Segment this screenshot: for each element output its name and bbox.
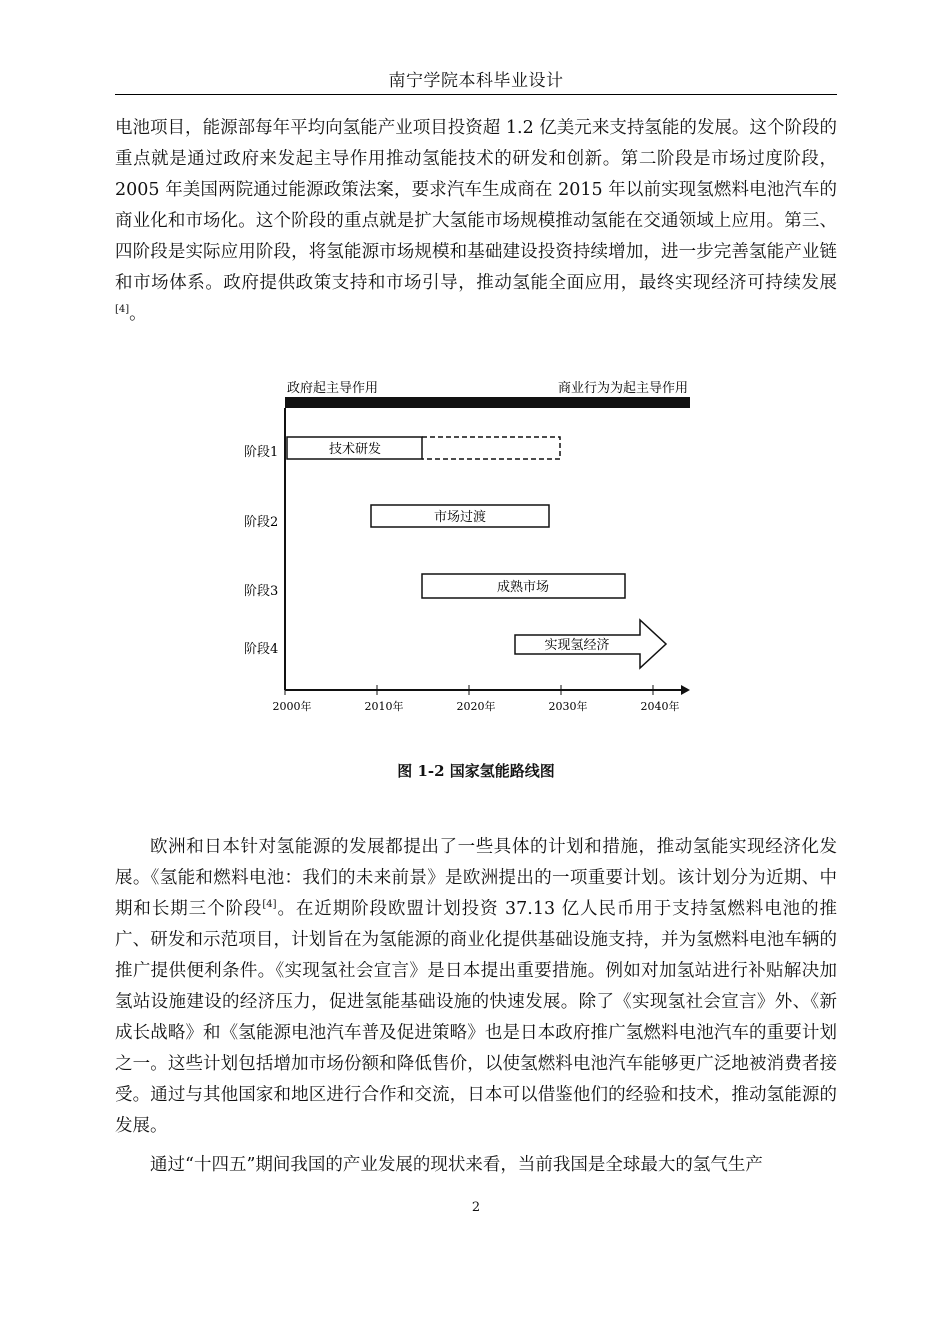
stage-4-bar-text: 实现氢经济 [544,638,610,653]
stage-1-label: 阶段1 [244,445,279,460]
x-tick-label-2000: 2000年 [272,700,312,713]
roadmap-diagram [230,370,710,720]
citation-4: [4] [262,899,277,910]
stage-3-bar-text: 成熟市场 [496,580,550,595]
page-number: 2 [471,1200,481,1215]
header-rule [115,94,837,95]
stage-1-bar-text: 技术研发 [328,442,382,457]
government-led-label: 政府起主导作用 [287,381,379,396]
paragraph-3: 通过“十四五”期间我国的产业发展的现状来看，当前我国是全球最大的氢气生产 [150,1155,763,1175]
commercial-led-label: 商业行为为起主导作用 [557,381,688,396]
x-axis-arrowhead [681,685,690,695]
figure-caption: 图 1-2 国家氢能路线图 [397,762,555,780]
paragraph-2-part-2: 。在近期阶段欧盟计划投资 37.13 亿人民币用于支持氢燃料电池的推广、研发和示范项目，计划旨在为氢能源的商业化提供基础设施支持，并为氢燃料电池车辆的推广提供便利条件。《实现氢社会宣言》是日本提出重要措施。例如对加氢站进行补贴解决加氢站设施建设的经济压力，促进氢能基础设施的快速发展。除了《实现氢社会宣言》外、《新成长战略》和《氢能源电池汽车普及促进策略》也是日本政府推广氢燃料电池汽车的重要计划之一。这些计划包括增加市场份额和降低售价，以使氢燃料电池汽车能够更广泛地被消费者接受。通过与其他国家和地区进行合作和交流，日本可以借鉴他们的经验和技术，推动氢能源的发展。 [115,899,837,1136]
top-bar [285,397,690,408]
stage-2-bar-text: 市场过渡 [433,510,487,525]
stage-3-label: 阶段3 [244,584,279,599]
stage-4-label: 阶段4 [244,642,279,657]
page-header: 南宁学院本科毕业设计 [388,71,564,91]
x-tick-label-2010: 2010年 [364,700,404,713]
x-tick-label-2030: 2030年 [548,700,588,713]
citation-4: [4] [115,304,130,315]
hydrogen-roadmap-figure [230,370,710,720]
x-tick-label-2040: 2040年 [640,700,680,713]
paragraph-1-end: 。 [129,304,147,324]
paragraph-2 [115,832,837,1142]
stage-1-dashed-bar [422,437,560,459]
paragraph-2-part-1: 欧洲和日本针对氢能源的发展都提出了一些具体的计划和措施，推动氢能实现经济化发展。《氢能和燃料电池：我们的未来前景》是欧洲提出的一项重要计划。该计划分为近期、中期和长期三个阶段 [115,837,837,919]
stage-2-label: 阶段2 [244,515,279,530]
x-tick-label-2020: 2020年 [456,700,496,713]
paragraph-1-text: 电池项目，能源部每年平均向氢能产业项目投资超 1.2 亿美元来支持氢能的发展。这个阶段的重点就是通过政府来发起主导作用推动氢能技术的研发和创新。第二阶段是市场过度阶段，2005 年美国两院通过能源政策法案，要求汽车生成商在 2015 年以前实现氢燃料电池汽车的商业化和市场化。这个阶段的重点就是扩大氢能市场规模推动氢能在交通领域上应用。第三、四阶段是实际应用阶段，将氢能源市场规模和基础建设投资持续增加，进一步完善氢能产业链和市场体系。政府提供政策支持和市场引导，推动氢能全面应用，最终实现经济可持续发展 [115,118,837,293]
paragraph-1 [115,113,837,330]
